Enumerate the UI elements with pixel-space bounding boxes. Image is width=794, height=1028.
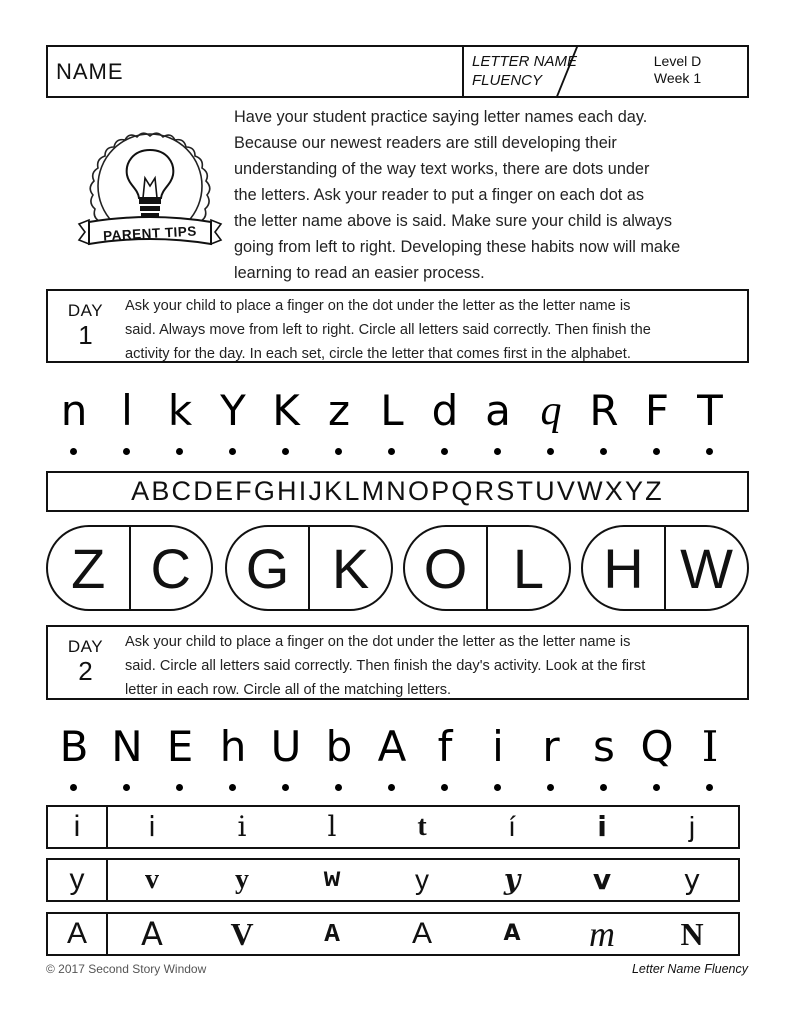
instruction-line: activity for the day. In each set, circle the letter that comes first in the alphabet. (125, 346, 631, 362)
tracking-dot (653, 784, 660, 791)
day1-text (123, 291, 747, 361)
letter-pair-pill (46, 525, 213, 611)
tips-line: the letters. Ask your reader to put a finger on each dot as (234, 186, 644, 204)
match-options (108, 914, 738, 954)
day-number: 1 (78, 320, 93, 350)
letter[interactable]: K (272, 386, 300, 435)
instruction-line: said. Always move from left to right. Circle all letters said correctly. Then finish the (125, 322, 651, 338)
subject-line-2: FLUENCY (472, 72, 543, 89)
letter[interactable]: s (593, 722, 615, 771)
day1-label (48, 291, 123, 361)
match-option[interactable]: y (415, 864, 429, 895)
match-row-a (46, 912, 740, 956)
letter[interactable]: R (589, 386, 619, 435)
match-option[interactable]: l (327, 810, 337, 843)
match-option[interactable]: t (417, 811, 427, 842)
tips-line: the letter name above is said. Make sure your child is always (234, 212, 672, 230)
letter[interactable]: U (270, 722, 302, 771)
letter[interactable]: k (167, 386, 193, 435)
tracking-dot (600, 784, 607, 791)
tracking-dot (229, 448, 236, 455)
level-cell (608, 47, 747, 96)
name-label: NAME (56, 58, 124, 84)
copyright: © 2017 Second Story Window (46, 962, 207, 976)
letter[interactable]: Y (220, 386, 246, 435)
tracking-dot (388, 448, 395, 455)
day1-letter-row (44, 386, 754, 436)
day2-text (123, 627, 747, 698)
letter[interactable]: B (59, 722, 89, 771)
letter[interactable]: f (437, 722, 453, 771)
match-option[interactable]: j (688, 811, 696, 842)
match-option[interactable]: v (145, 864, 159, 895)
match-option[interactable]: í (508, 811, 516, 842)
letter[interactable]: b (325, 722, 353, 771)
tracking-dot (388, 784, 395, 791)
tracking-dot (123, 784, 130, 791)
tracking-dot (229, 784, 236, 791)
pair-letter[interactable]: W (664, 527, 747, 609)
week-label: Week 1 (653, 70, 702, 86)
pair-letter[interactable]: C (129, 527, 212, 609)
tracking-dot (547, 448, 554, 455)
tracking-dot (282, 448, 289, 455)
letter[interactable]: N (111, 722, 143, 771)
tracking-dot (706, 448, 713, 455)
tracking-dot (70, 784, 77, 791)
match-option[interactable]: y (503, 863, 521, 896)
day2-dot-row (44, 784, 754, 794)
day-word: DAY (67, 637, 104, 656)
match-row-y (46, 858, 740, 902)
letter[interactable]: h (219, 722, 247, 771)
tracking-dot (335, 784, 342, 791)
level-label: Level D (653, 53, 702, 69)
parent-tips-text (234, 104, 754, 286)
letter[interactable]: r (542, 722, 560, 771)
pair-letter[interactable]: O (423, 536, 468, 600)
letter-pair-pill (403, 525, 571, 611)
target-letter: y (48, 860, 108, 900)
match-option[interactable]: y (683, 863, 701, 896)
letter[interactable]: L (380, 386, 404, 435)
parent-tips-badge (75, 128, 225, 258)
tracking-dot (123, 448, 130, 455)
letter[interactable]: l (121, 386, 133, 435)
instruction-line: Ask your child to place a finger on the dot under the letter as the letter name is (125, 298, 631, 314)
match-row-i (46, 805, 740, 849)
pair-letter[interactable]: G (245, 536, 290, 600)
tips-line: Have your student practice saying letter names each day. (234, 108, 648, 126)
tracking-dot (176, 784, 183, 791)
match-option[interactable]: w (323, 864, 341, 895)
tracking-dot (441, 784, 448, 791)
day1-dot-row (44, 448, 754, 458)
tracking-dot (441, 448, 448, 455)
tips-line: learning to read an easier process. (234, 264, 485, 282)
match-option[interactable]: A (411, 917, 432, 950)
footer-title: Letter Name Fluency (631, 962, 748, 976)
letter[interactable]: a (485, 386, 511, 435)
letter[interactable]: E (166, 722, 194, 771)
letter[interactable]: q (540, 388, 562, 434)
day2-letter-row (44, 722, 754, 772)
day2-label (48, 627, 123, 698)
match-options (108, 807, 738, 847)
letter[interactable]: Q (640, 722, 674, 771)
day2-instructions (46, 625, 749, 700)
letter[interactable]: T (697, 386, 723, 435)
instruction-line: Ask your child to place a finger on the dot under the letter as the letter name is (125, 634, 631, 650)
tips-line: Because our newest readers are still developing their (234, 134, 617, 152)
tracking-dot (494, 448, 501, 455)
pair-letter[interactable]: H (603, 536, 644, 600)
pair-letter[interactable]: Z (71, 536, 106, 600)
day-word: DAY (67, 301, 104, 320)
match-option[interactable]: A (503, 921, 521, 946)
letter-pair-pill (225, 525, 393, 611)
name-field[interactable] (48, 47, 462, 96)
letter[interactable]: z (327, 386, 351, 435)
match-option[interactable]: A (324, 919, 340, 949)
letter[interactable]: d (431, 386, 459, 435)
tracking-dot (70, 448, 77, 455)
pair-letter[interactable]: L (486, 527, 569, 609)
day-number: 2 (78, 656, 93, 686)
subject-line-1: LETTER NAME (472, 53, 578, 70)
tracking-dot (176, 448, 183, 455)
tips-line: going from left to right. Developing these habits now will make (234, 238, 681, 256)
letter[interactable]: n (60, 386, 88, 435)
match-option[interactable]: i (597, 810, 607, 843)
tracking-dot (335, 448, 342, 455)
target-letter: i (48, 807, 108, 847)
subject-cell (462, 47, 608, 96)
match-option[interactable]: V (230, 916, 254, 952)
letter-pair-pill (581, 525, 749, 611)
day1-instructions (46, 289, 749, 363)
match-options (108, 860, 738, 900)
tracking-dot (282, 784, 289, 791)
match-option[interactable]: A (141, 915, 163, 953)
instruction-line: said. Circle all letters said correctly. Then finish the day's activity. Look at the first (125, 658, 646, 674)
match-option[interactable]: v (592, 863, 612, 896)
parent-tips-label: PARENT TIPS (102, 223, 198, 244)
letter[interactable]: F (644, 386, 670, 435)
target-letter: A (48, 914, 108, 954)
pair-letter[interactable]: K (308, 527, 391, 609)
match-option[interactable]: m (589, 914, 615, 954)
tracking-dot (600, 448, 607, 455)
tracking-dot (706, 784, 713, 791)
letter[interactable]: I (701, 722, 719, 771)
match-option[interactable]: N (680, 916, 704, 952)
alphabet-strip: ABCDEFGHIJKLMNOPQRSTUVWXYZ (46, 471, 749, 512)
match-option[interactable]: i (237, 810, 247, 843)
tracking-dot (653, 448, 660, 455)
match-option[interactable]: y (235, 864, 249, 895)
letter[interactable]: A (377, 722, 407, 771)
tips-line: understanding of the way text works, there are dots under (234, 160, 650, 178)
instruction-line: letter in each row. Circle all of the matching letters. (125, 682, 452, 698)
tracking-dot (494, 784, 501, 791)
tracking-dot (547, 784, 554, 791)
match-option[interactable]: i (148, 810, 156, 843)
letter[interactable]: i (492, 722, 504, 771)
worksheet-header (46, 45, 749, 98)
